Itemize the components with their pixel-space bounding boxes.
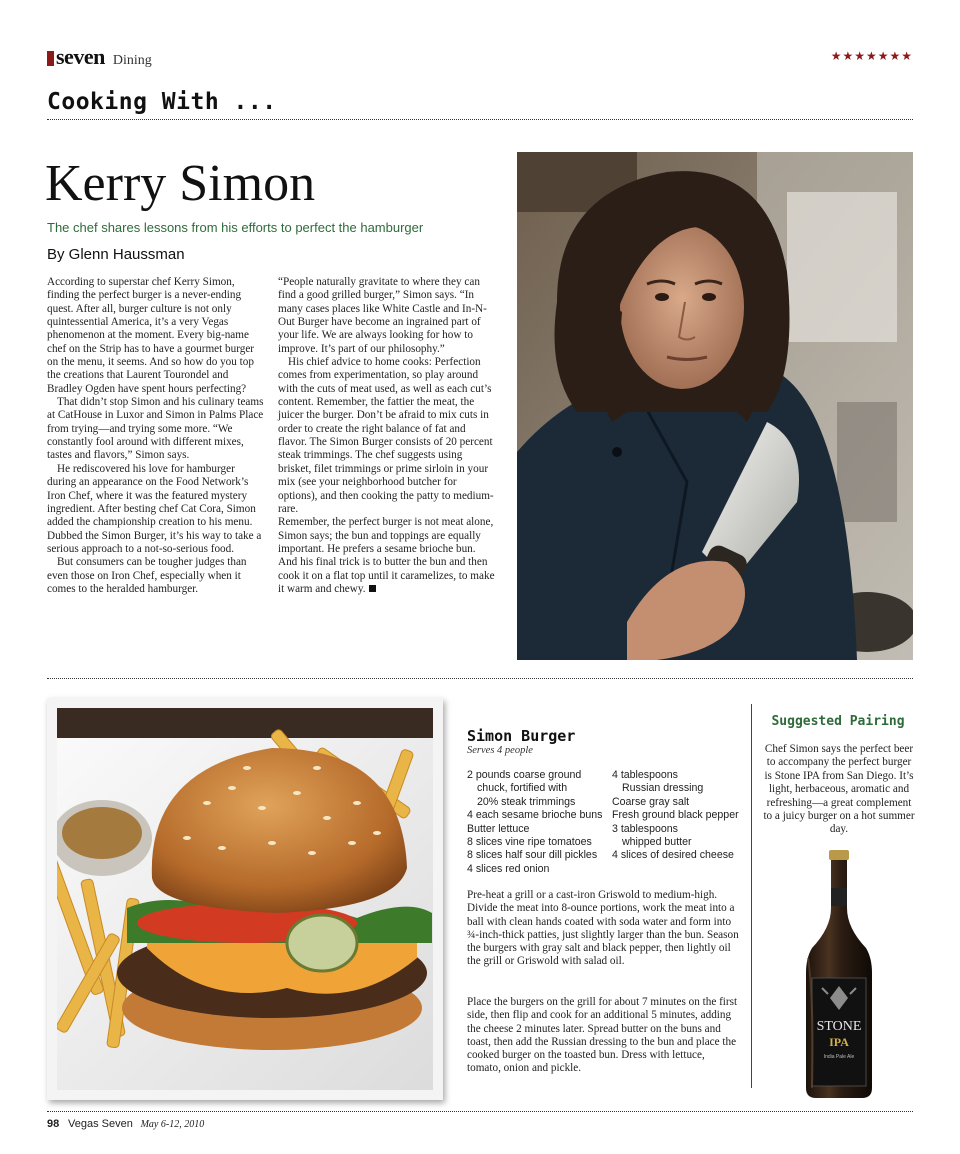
logo-mark [47, 51, 54, 66]
pairing-title: Suggested Pairing [771, 714, 905, 729]
ingredient: Coarse gray salt [612, 795, 690, 808]
ingredient: 4 slices red onion [467, 862, 550, 875]
ingredient: Russian dressing [622, 782, 704, 795]
article-dek: The chef shares lessons from his efforts to perfect the hamburger [47, 220, 424, 235]
ingredients-left [467, 769, 612, 876]
section-label: Dining [112, 53, 152, 68]
ingredient: Fresh ground black pepper [612, 809, 739, 822]
ingredient: whipped butter [622, 836, 692, 849]
ingredient: 4 each sesame brioche buns [467, 809, 603, 822]
bottle-style: IPA [829, 1035, 849, 1049]
pairing-text: Chef Simon says the perfect beer to accompany the perfect burger is Stone IPA from San Diego. It’s light, herbaceous, aromatic and refreshing—a great complement to a juicy burger on a hot summer day. [763, 743, 915, 836]
star-rating: ★★★★★★★ [830, 49, 913, 63]
article-byline: By Glenn Haussman [47, 246, 185, 263]
article-column-2 [278, 276, 496, 596]
divider-top [47, 119, 913, 120]
ingredient: 3 tablespoons [612, 822, 678, 835]
article-headline: Kerry Simon [45, 155, 316, 212]
bottle-subtitle: India Pale Ale [823, 1054, 855, 1060]
paragraph: Remember, the perfect burger is not meat alone, Simon says; the bun and toppings are equally important. He prefers a sesame brioche bun. And his final trick is to butter the bun and then cook it on a flat top until it caramelizes, to make it warm and chewy. [278, 516, 495, 595]
column-divider [751, 704, 752, 1088]
burger-photo-frame [47, 698, 443, 1100]
recipe-step-1: Pre-heat a grill or a cast-iron Griswold to medium-high. Divide the meat into 8-ounce portions, work the meat into a ball with clean hands coated with soda water and form into ¾-inch-thick patties, just slightly larger than the bun. Season the burgers with gray salt and black pepper, then lightly oil the grill or Griswold with salad oil. [467, 889, 739, 968]
ingredient: chuck, fortified with [477, 782, 568, 795]
stone-ipa-bottle [800, 848, 878, 1100]
ingredient: 8 slices vine ripe tomatoes [467, 836, 592, 849]
paragraph: He rediscovered his love for hamburger during an appearance on the Food Network’s Iron Chef, where it was the featured mystery ingredient. After besting chef Cat Cora, Simon added the championship creation to his menu. Dubbed the Simon Burger, it’s his way to take a serious approach to a not-so-serious food. [47, 462, 262, 555]
page-number: 98 [47, 1118, 60, 1130]
divider-middle [47, 678, 913, 679]
ingredient: 2 pounds coarse ground [467, 769, 582, 781]
end-mark-icon [369, 585, 376, 592]
publication-name: Vegas Seven [68, 1118, 133, 1130]
ingredient: 8 slices half sour dill pickles [467, 849, 598, 862]
recipe-title: Simon Burger [467, 727, 576, 745]
chef-portrait-illustration [517, 152, 913, 660]
paragraph: “People naturally gravitate to where they can find a good grilled burger,” Simon says. “In many cases places like White Castle and In-N-Out Burger have become an ingrained part of your life. We are always looking for how to improve. It’s part of our philosophy.” [278, 276, 487, 355]
article-column-1 [47, 276, 265, 596]
ingredient: Butter lettuce [467, 822, 530, 835]
beer-bottle-illustration [800, 848, 878, 1100]
ingredient: 4 tablespoons [612, 769, 678, 781]
issue-date: May 6-12, 2010 [140, 1119, 205, 1130]
ingredient: 4 slices of desired cheese [612, 849, 734, 862]
recipe-serves: Serves 4 people [467, 745, 533, 756]
paragraph: That didn’t stop Simon and his culinary teams at CatHouse in Luxor and Simon in Palms Place from trying—and trying some more. “We constantly fool around with different mixes, tastes and flavors,” Simon says. [47, 396, 264, 462]
ingredient: 20% steak trimmings [477, 795, 576, 808]
column-kicker: Cooking With ... [47, 89, 277, 115]
masthead [47, 44, 152, 70]
paragraph: According to superstar chef Kerry Simon, finding the perfect burger is a never-ending quest. After all, burger culture is not only quintessential America, it’s a very Vegas phenomenon at the moment. Every big-name chef on the Strip has to have a gourmet burger on the menu, it seems. And so how do you top the creations that Laurent Tourondel and Bradley Ogden have spent hours perfecting? [47, 276, 255, 395]
page-footer [47, 1118, 204, 1130]
paragraph: But consumers can be tougher judges than even those on Iron Chef, especially when it comes to the heralded hamburger. [47, 556, 247, 595]
chef-portrait-photo [517, 152, 913, 660]
divider-bottom [47, 1111, 913, 1112]
simon-burger-photo [57, 708, 433, 1090]
recipe-step-2: Place the burgers on the grill for about 7 minutes on the first side, then flip and cook for an additional 5 minutes, adding the cheese 2 minutes later. Spread butter on the buns and toast, then add the Russian dressing to the bun and place the cooked burger on the toasted bun. Dress with lettuce, tomato, onion and pickle. [467, 996, 738, 1075]
paragraph: His chief advice to home cooks: Perfection comes from experimentation, so play around with the cuts of meat used, as well as each cut’s content. Remember, the fattier the meat, the juicer the burger. Don’t be afraid to mix cuts in order to create the right balance of fat and flavor. The Simon Burger consists of 20 percent steak trimmings. The chef suggests using brisket, filet trimmings or prime sirloin in your mix (see your neighborhood butcher for options), and then cooking the patty to medium-rare. [278, 356, 494, 515]
ingredients-right [612, 769, 748, 863]
bottle-brand: STONE [816, 1019, 862, 1034]
magazine-logo: seven [56, 44, 105, 69]
burger-illustration [57, 708, 433, 1090]
